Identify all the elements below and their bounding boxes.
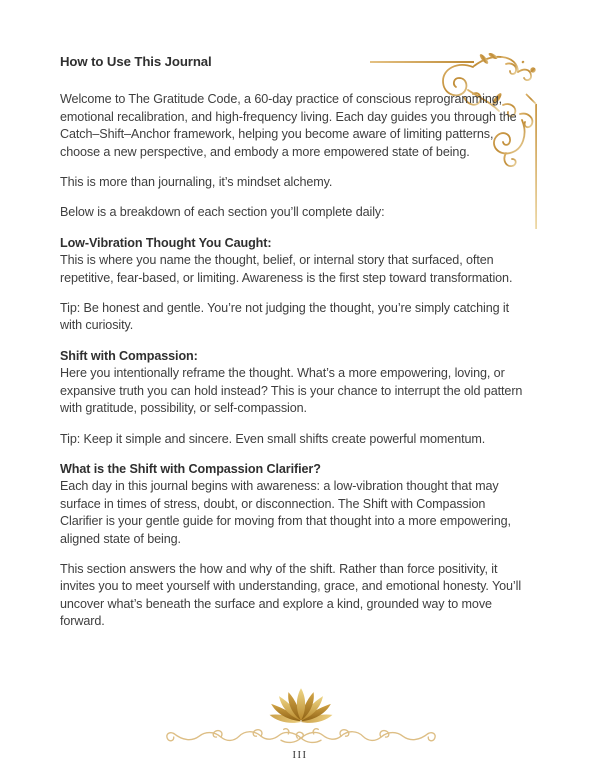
- paragraph-tip-shift: Tip: Keep it simple and sincere. Even small shifts create powerful momentum.: [60, 431, 486, 446]
- heading-shift-with-compassion: Shift with Compassion:: [60, 348, 198, 363]
- page-number: III: [292, 750, 308, 761]
- swirl-divider-icon: [155, 728, 447, 748]
- paragraph-shift-body: Here you intentionally reframe the thought. What’s a more empowering, loving, or expansive truth you can hold instead? This is your chance to interrupt the old pattern with gratitude, possibility, or self-compassion.: [60, 366, 523, 416]
- paragraph-tip-catch: Tip: Be honest and gentle. You’re not judging the thought, you’re simply catching it with curiosity.: [60, 301, 510, 333]
- lotus-petals: [270, 688, 333, 723]
- page-content: [60, 53, 528, 644]
- heading-clarifier: What is the Shift with Compassion Clarifier?: [60, 461, 321, 476]
- paragraph-welcome: Welcome to The Gratitude Code, a 60-day practice of conscious reprogramming, emotional recalibration, and high-frequency living. Each day guides you through the Catch–Shift–Anchor framework, helping you become aware of limiting patterns, choose a new perspective, and embody a more empowered state of being.: [60, 92, 517, 159]
- paragraph-clarifier-body-2: This section answers the how and why of the shift. Rather than force positivity, it invites you to meet yourself with understanding, grace, and emotional honesty. You’ll uncover what’s beneath the surface and explore a kind, grounded way to move forward.: [60, 561, 522, 629]
- paragraph-mindset-alchemy: This is more than journaling, it’s mindset alchemy.: [60, 175, 333, 190]
- heading-low-vibration-thought: Low-Vibration Thought You Caught:: [60, 235, 272, 250]
- lotus-icon: [268, 682, 334, 729]
- paragraph-clarifier-body: Each day in this journal begins with awareness: a low-vibration thought that may surface in times of stress, doubt, or disconnection. The Shift with Compassion Clarifier is your gentle guide for moving from that thought into a more empowering, aligned state of being.: [60, 479, 511, 546]
- page-title: How to Use This Journal: [60, 54, 212, 69]
- paragraph-breakdown-intro: Below is a breakdown of each section you’ll complete daily:: [60, 205, 385, 220]
- paragraph-low-vibration-body: This is where you name the thought, belief, or internal story that surfaced, often repetitive, fear-based, or limiting. Awareness is the first step toward transformation.: [60, 253, 513, 285]
